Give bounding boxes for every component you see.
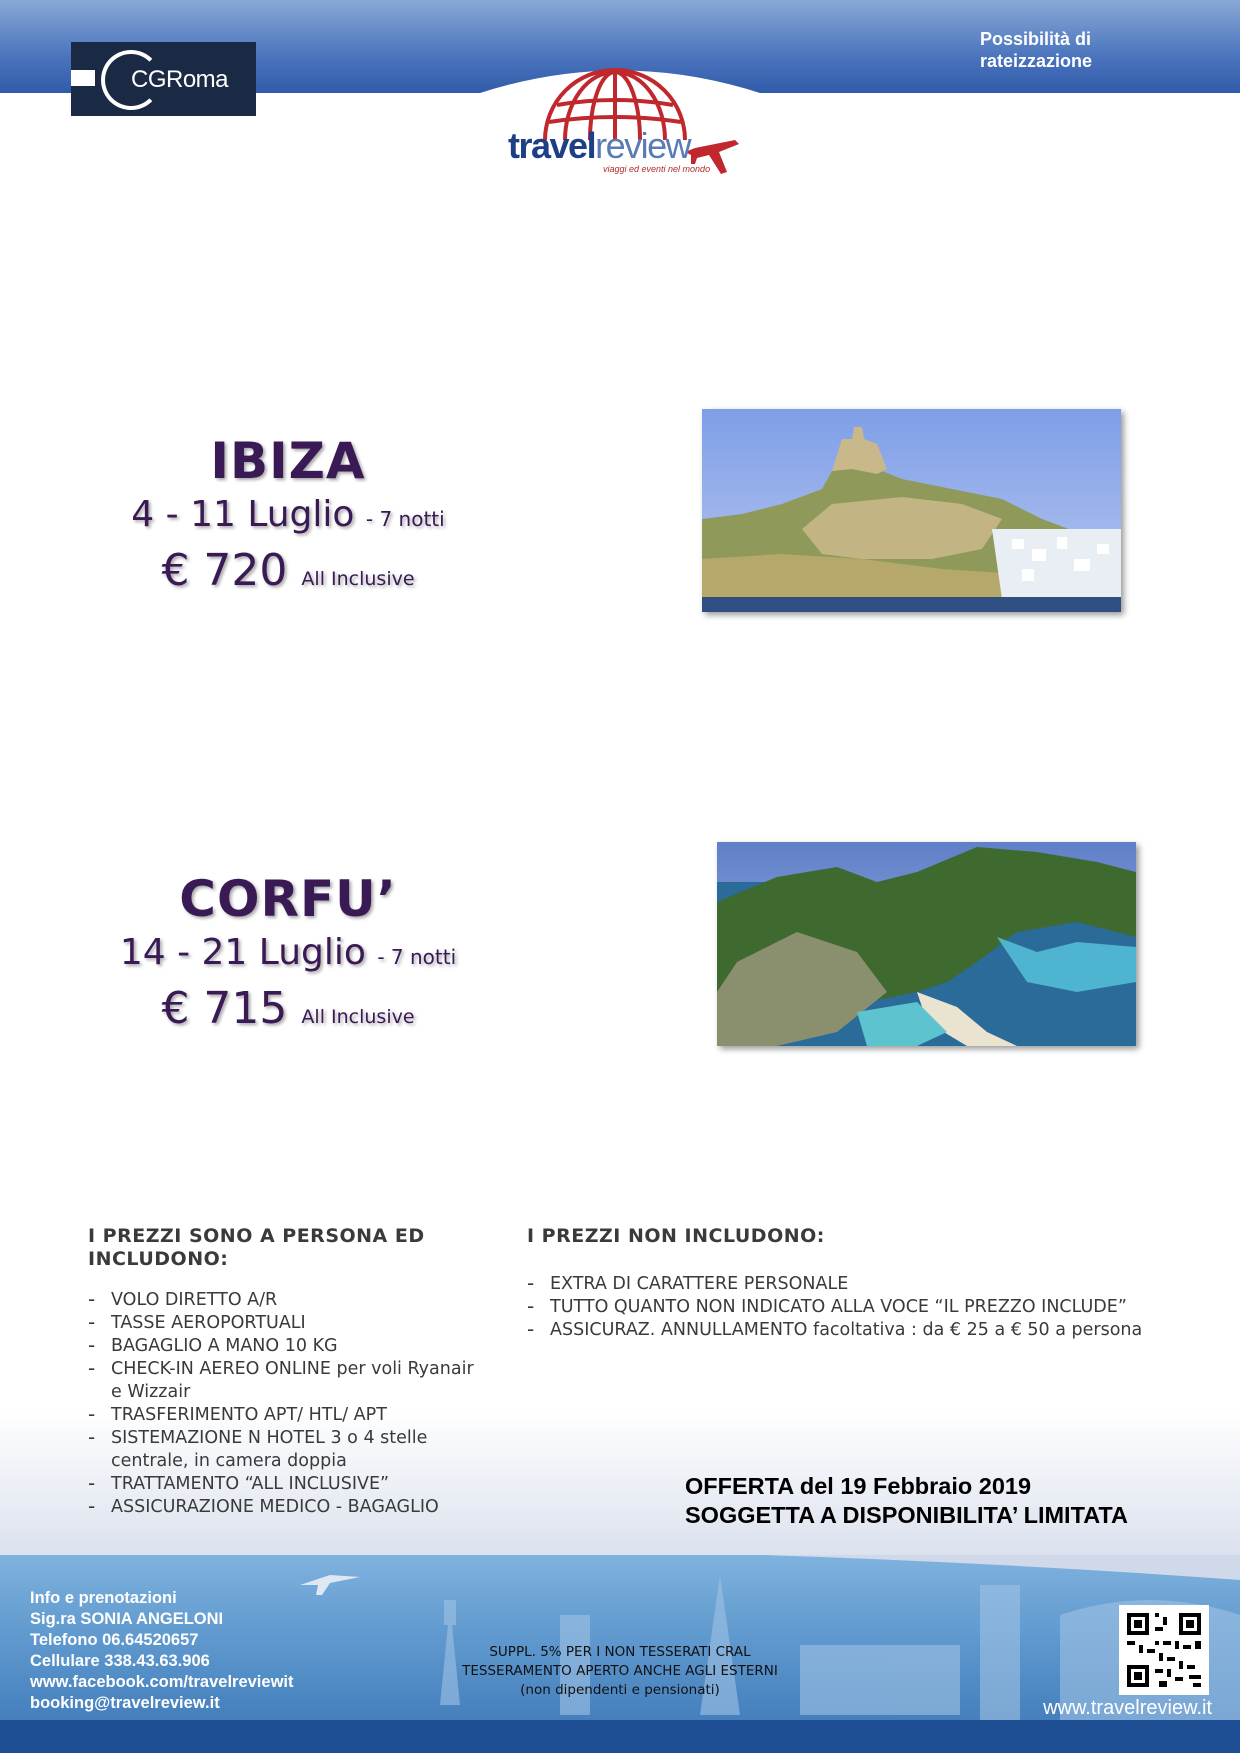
contact-facebook-link[interactable]: www.facebook.com/travelreviewit xyxy=(30,1673,294,1691)
travelreview-logo xyxy=(508,125,690,167)
offer-availability-line: SOGGETTA A DISPONIBILITA’ LIMITATA xyxy=(685,1502,1129,1528)
list-item: - TASSE AEROPORTUALI xyxy=(88,1312,488,1335)
corfu-photo xyxy=(717,842,1136,1046)
list-item: - SISTEMAZIONE N HOTEL 3 o 4 stelle centrale, in camera doppia xyxy=(88,1427,488,1473)
included-section xyxy=(88,1225,488,1519)
ibiza-photo xyxy=(702,409,1121,612)
cgr-logo xyxy=(71,42,256,116)
offer-title: CORFU’ xyxy=(179,870,397,928)
supplement-line-1: SUPPL. 5% PER I NON TESSERATI CRAL xyxy=(489,1644,751,1660)
contact-person: Sig.ra SONIA ANGELONI xyxy=(30,1610,224,1628)
offer-corfu xyxy=(88,870,488,1044)
cgr-logo-bar xyxy=(71,70,95,86)
list-item: - ASSICURAZIONE MEDICO - BAGAGLIO xyxy=(88,1496,488,1519)
offer-price-line xyxy=(88,982,488,1044)
list-item: - ASSICURAZ. ANNULLAMENTO facoltativa : da € 25 a € 50 a persona xyxy=(527,1319,1217,1342)
offer-dates: 14 - 21 Luglio xyxy=(119,932,366,973)
list-item: - VOLO DIRETTO A/R xyxy=(88,1289,488,1312)
supplement-line-3: (non dipendenti e pensionati) xyxy=(520,1682,720,1698)
contact-info xyxy=(30,1588,293,1714)
contact-phone: Telefono 06.64520657 xyxy=(30,1631,199,1649)
installments-note xyxy=(980,28,1180,72)
footer-bottom-strip xyxy=(0,1720,1240,1753)
travelreview-logo-part2: review xyxy=(595,125,691,166)
offer-price-note: All Inclusive xyxy=(301,1006,415,1028)
offer-price-note: All Inclusive xyxy=(301,568,415,590)
excluded-list xyxy=(527,1273,1217,1342)
list-item: - TUTTO QUANTO NON INDICATO ALLA VOCE “IL PREZZO INCLUDE” xyxy=(527,1296,1217,1319)
list-item: - EXTRA DI CARATTERE PERSONALE xyxy=(527,1273,1217,1296)
excluded-title: I PREZZI NON INCLUDONO: xyxy=(527,1225,825,1247)
contact-heading: Info e prenotazioni xyxy=(30,1589,177,1607)
offer-price-line xyxy=(88,544,488,606)
offer-price: € 720 xyxy=(161,545,288,596)
installments-line-1: Possibilità di xyxy=(980,29,1092,49)
cgr-logo-text: CGRoma xyxy=(131,66,229,93)
offer-date-line: OFFERTA del 19 Febbraio 2019 xyxy=(685,1473,1032,1499)
offer-title: IBIZA xyxy=(210,432,366,490)
list-item: - TRASFERIMENTO APT/ HTL/ APT xyxy=(88,1404,488,1427)
list-item: - BAGAGLIO A MANO 10 KG xyxy=(88,1335,488,1358)
travelreview-logo-part1: travel xyxy=(508,125,596,166)
contact-email-link[interactable]: booking@travelreview.it xyxy=(30,1694,220,1712)
excluded-section xyxy=(527,1225,1217,1342)
offer-validity-note xyxy=(685,1472,1128,1530)
qr-code[interactable] xyxy=(1119,1605,1209,1695)
list-item: - CHECK-IN AEREO ONLINE per voli Ryanair e Wizzair xyxy=(88,1358,488,1404)
supplement-line-2: TESSERAMENTO APERTO ANCHE AGLI ESTERNI xyxy=(462,1663,778,1679)
contact-mobile: Cellulare 338.43.63.906 xyxy=(30,1652,210,1670)
included-list xyxy=(88,1289,488,1519)
offer-dates-line xyxy=(88,928,488,982)
offer-ibiza xyxy=(88,432,488,606)
offer-price: € 715 xyxy=(161,983,288,1034)
offer-nights: - 7 notti xyxy=(377,945,457,969)
list-item: - TRATTAMENTO “ALL INCLUSIVE” xyxy=(88,1473,488,1496)
offer-dates: 4 - 11 Luglio xyxy=(131,494,355,535)
offer-dates-line xyxy=(88,490,488,544)
travelreview-tagline: viaggi ed eventi nel mondo xyxy=(603,164,711,174)
offer-nights: - 7 notti xyxy=(365,507,445,531)
included-title: I PREZZI SONO A PERSONA ED INCLUDONO: xyxy=(88,1225,425,1270)
installments-line-2: rateizzazione xyxy=(980,51,1093,71)
website-link[interactable]: www.travelreview.it xyxy=(1043,1697,1212,1719)
supplement-note xyxy=(420,1643,820,1700)
